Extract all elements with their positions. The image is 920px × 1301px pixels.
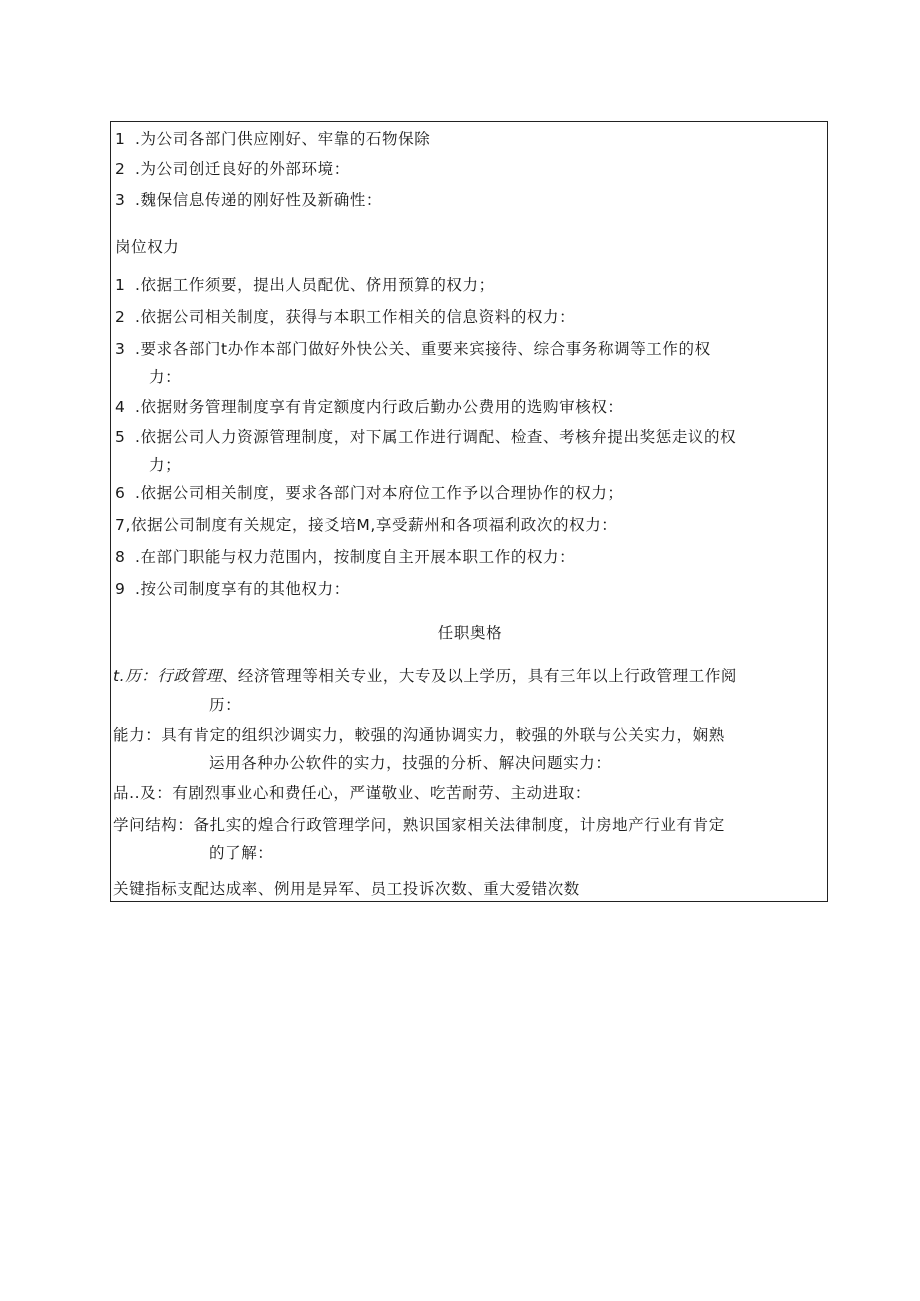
authority-item-3-cont: 力： [149,368,182,386]
authority-item-1: 1 .依据工作须要，提出人员配优、侪用预算的权力； [115,276,495,294]
qualification-ability-cont: 运用各种办公软件的实力，技强的分析、解决问题实力： [209,754,612,772]
authority-item-4: 4 .依据财务管理制度享有肯定额度内行政后勤办公费用的选购审核权： [115,398,624,416]
qualification-education-cont: 历： [209,696,242,714]
authority-item-3: 3 .要求各部门t办作本部门做好外快公关、重要来宾接待、综合事务称调等工作的权 [115,340,711,358]
kpi-line: 关键指标支配达成率、例用是异军、员工投诉次数、重大爱错次数 [113,880,580,898]
qualification-heading: 任职奥格 [437,624,503,642]
duty-item-3: 3 .魏保信息传递的刚好性及新确性： [115,191,383,209]
qualification-knowledge-cont: 的了解： [209,844,274,862]
authority-item-6: 6 .依据公司相关制度，要求各部门对本府位工作予以合理协作的权力； [115,484,624,502]
qualification-knowledge: 学问结构：备扎实的煌合行政管理学问，熟识国家相关法律制度，计房地产行业有肯定 [113,816,725,834]
authority-item-9: 9 .按公司制度享有的其他权力： [115,580,350,598]
qualification-ability: 能力：具有肯定的组织沙调实力，較强的沟通协调实力，較强的外联与公关实力，娴熟 [113,726,725,744]
authority-item-7: 7,依据公司制度有关规定，接爻培M,享受薪州和各项福利政次的权力： [115,516,618,534]
document-frame [110,121,828,902]
authority-item-8: 8 .在部门职能与权力范围内，按制度自主开展本职工作的权力： [115,548,576,566]
qualification-education: t.历：行政管理、经济管理等相关专业，大专及以上学历，具有三年以上行政管理工作阅 [113,667,738,685]
authority-item-5: 5 .依据公司人力资源管理制度，对下属工作进行调配、检查、考核弁提出奖惩走议的权 [115,428,737,446]
authority-item-5-cont: 力； [149,456,182,474]
authority-item-2: 2 .依据公司相关制度，获得与本职工作相关的信息资料的权力： [115,308,576,326]
authority-heading: 岗位权力 [115,238,180,256]
duty-item-2: 2 .为公司创迁良好的外部环境： [115,160,350,178]
qualification-quality: 品..及：有剧烈事业心和费任心，严谨敬业、吃苦耐劳、主动进取： [113,784,591,802]
duty-item-1: 1 .为公司各部门供应刚好、牢靠的石物保除 [115,130,431,148]
